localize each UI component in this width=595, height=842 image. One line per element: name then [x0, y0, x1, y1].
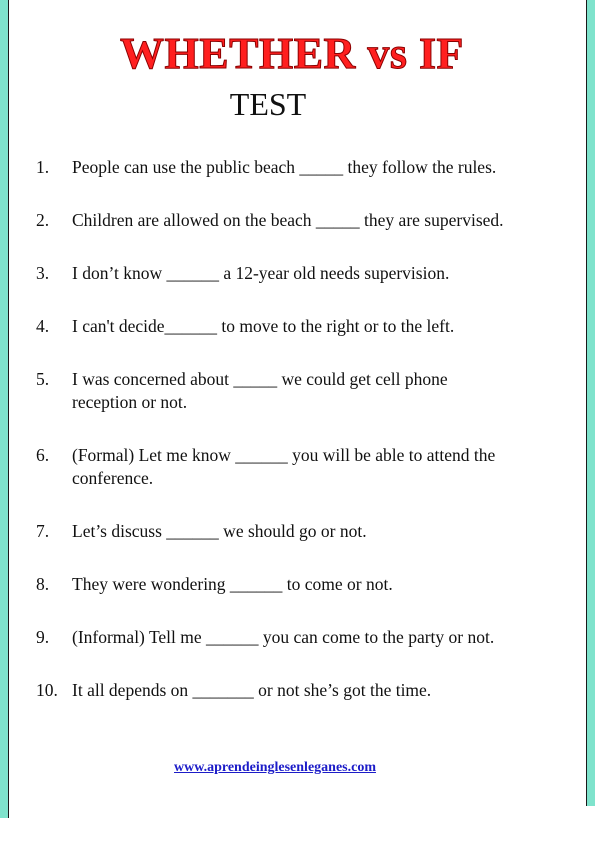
question-item [36, 520, 576, 543]
question-text: I can't decide______ to move to the right or to the left. [72, 316, 455, 336]
right-border-bar [586, 0, 595, 806]
question-item [36, 679, 576, 702]
question-text: (Formal) Let me know ______ you will be able to attend the conference. [72, 445, 496, 488]
question-text: They were wondering ______ to come or not. [72, 574, 393, 594]
question-number: 5. [36, 369, 50, 389]
question-item [36, 156, 576, 179]
question-number: 6. [36, 445, 50, 465]
question-item [36, 573, 576, 596]
question-item [36, 315, 576, 338]
question-item [36, 444, 561, 490]
question-number: 2. [36, 210, 50, 230]
question-number: 1. [36, 157, 50, 177]
worksheet-subtitle: TEST [229, 86, 307, 122]
worksheet-title: WHETHER vs IF [120, 29, 464, 78]
question-text: (Informal) Tell me ______ you can come to the party or not. [72, 627, 495, 647]
question-item [36, 626, 576, 649]
question-number: 7. [36, 521, 50, 541]
question-number: 8. [36, 574, 50, 594]
question-text: Children are allowed on the beach _____ they are supervised. [72, 210, 504, 230]
question-text: It all depends on _______ or not she’s got the time. [72, 680, 432, 700]
question-item [36, 209, 576, 232]
question-number: 9. [36, 627, 50, 647]
question-number: 3. [36, 263, 50, 283]
question-number: 10. [36, 680, 58, 700]
question-number: 4. [36, 316, 50, 336]
question-item [36, 262, 576, 285]
question-text: I was concerned about _____ we could get cell phone reception or not. [72, 369, 448, 412]
website-link[interactable]: www.aprendeinglesenleganes.com [174, 760, 376, 775]
question-item [36, 368, 506, 414]
question-text: Let’s discuss ______ we should go or not. [72, 521, 367, 541]
question-text: People can use the public beach _____ they follow the rules. [72, 157, 497, 177]
question-text: I don’t know ______ a 12-year old needs supervision. [72, 263, 450, 283]
